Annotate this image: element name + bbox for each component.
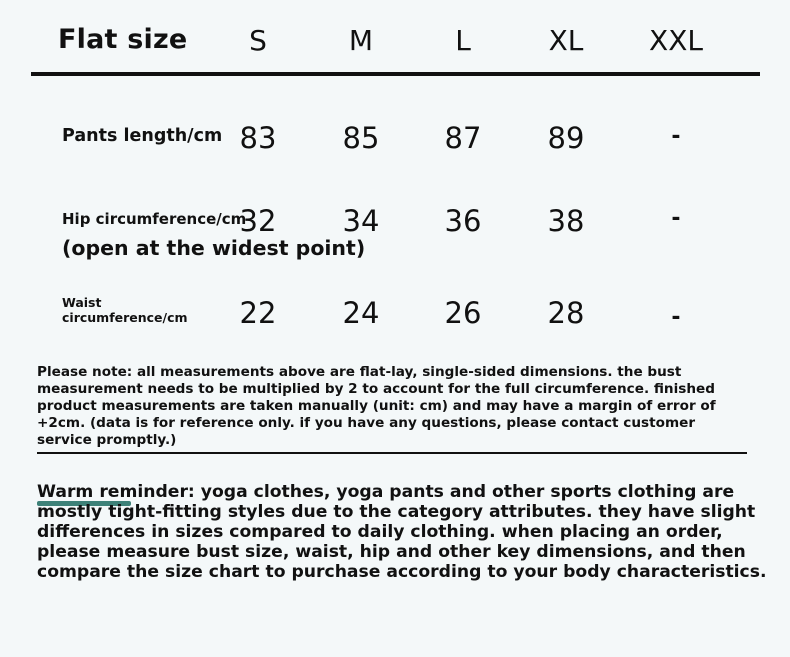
warm-reminder: Warm reminder: yoga clothes, yoga pants and other sports clothing are mostly tight-fitting styles due to the category attributes. they have slight differences in sizes compared to daily clothing. when placing an order, please measure bust size, waist, hip and other key dimensions, and then compare the size chart to purchase according to your body characteristics. — [37, 482, 767, 582]
value-pants-m: 85 — [342, 121, 380, 155]
size-header-m: M — [348, 24, 374, 57]
value-hip-s: 32 — [239, 204, 277, 238]
size-header-xl: XL — [548, 24, 584, 57]
row-sublabel-hip: (open at the widest point) — [62, 236, 366, 260]
value-waist-l: 26 — [444, 296, 482, 330]
section-divider — [37, 452, 747, 454]
value-hip-xl: 38 — [547, 204, 585, 238]
value-waist-xxl: - — [671, 305, 681, 330]
value-pants-xxl: - — [671, 124, 681, 149]
value-hip-l: 36 — [444, 204, 482, 238]
value-hip-m: 34 — [342, 204, 380, 238]
row-label-hip: Hip circumference/cm — [62, 210, 247, 228]
row-label-waist-line2: circumference/cm — [62, 310, 188, 325]
value-pants-s: 83 — [239, 121, 277, 155]
size-header-l: L — [455, 24, 471, 57]
value-pants-l: 87 — [444, 121, 482, 155]
value-pants-xl: 89 — [547, 121, 585, 155]
value-waist-xl: 28 — [547, 296, 585, 330]
value-hip-xxl: - — [671, 206, 681, 231]
measurement-note: Please note: all measurements above are flat-lay, single-sided dimensions. the bust measurement needs to be multiplied by 2 to account for the full circumference. finished product measurements are taken manually (unit: cm) and may have a margin of error of +2cm. (data is for reference only. if you have any questions, please contact customer service promptly.) — [37, 364, 716, 448]
header-divider — [31, 72, 760, 76]
size-header-s: S — [249, 24, 267, 57]
size-header-xxl: XXL — [649, 24, 703, 57]
value-waist-s: 22 — [239, 296, 277, 330]
row-label-waist-line1: Waist — [62, 295, 102, 310]
row-label-pants-length: Pants length/cm — [62, 126, 223, 146]
value-waist-m: 24 — [342, 296, 380, 330]
table-title: Flat size — [58, 24, 188, 55]
